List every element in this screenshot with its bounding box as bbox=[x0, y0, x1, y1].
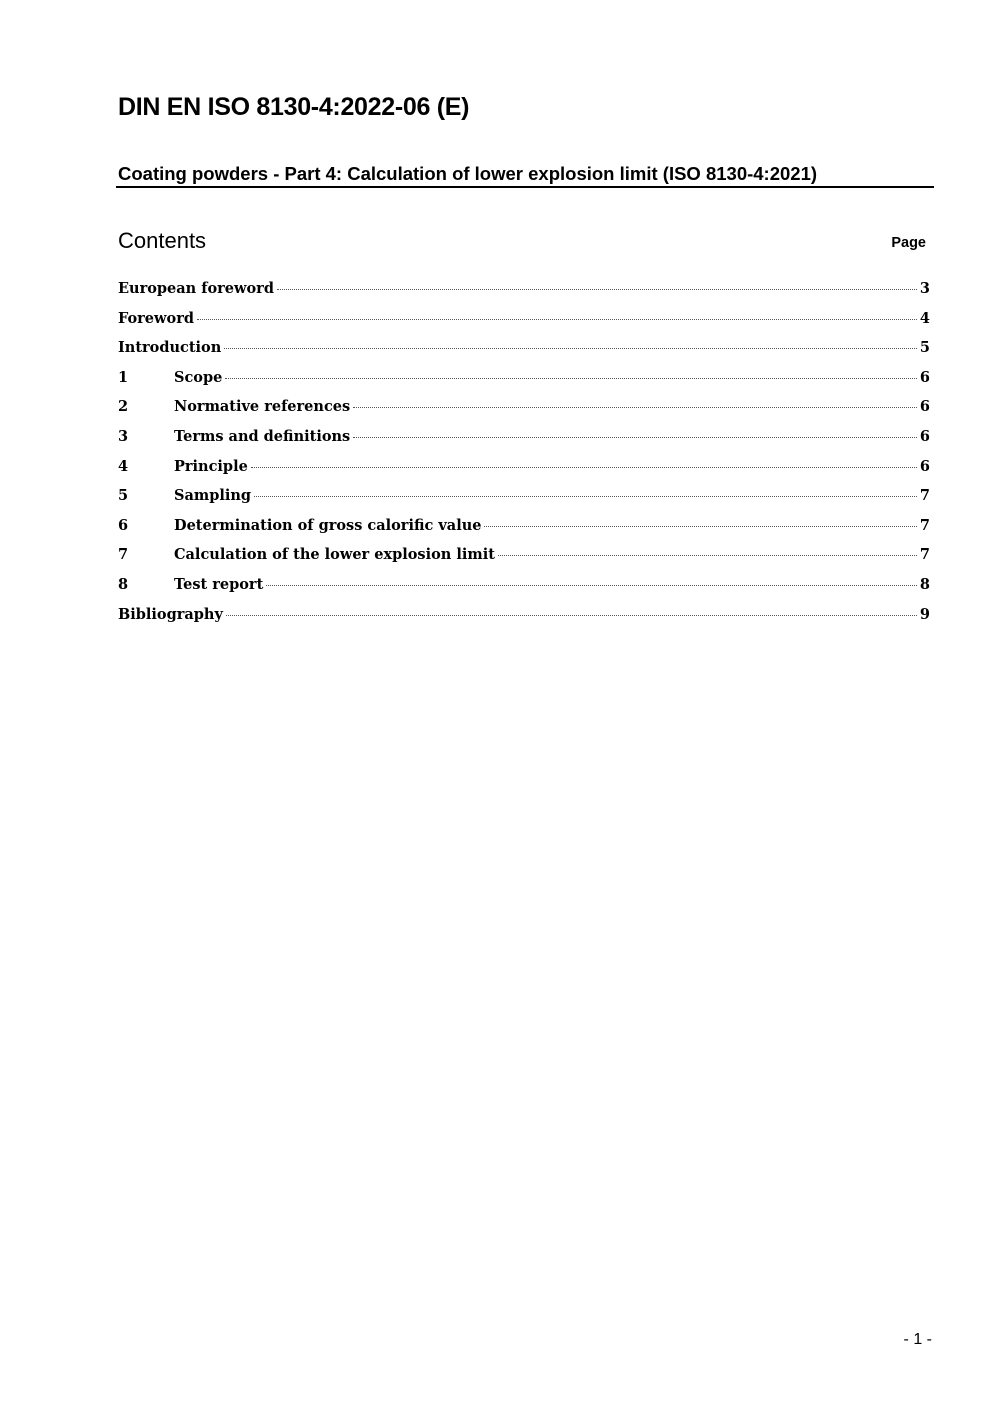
toc-entry-page: 8 bbox=[919, 575, 930, 593]
toc-entry-page: 6 bbox=[919, 368, 930, 386]
toc-entry-european-foreword[interactable] bbox=[118, 280, 930, 310]
toc-dot-leader bbox=[353, 437, 917, 438]
toc-entry-label: European foreword bbox=[118, 280, 274, 297]
toc-entry-lower-explosion-limit[interactable] bbox=[118, 546, 930, 576]
toc-entry-label: Terms and definitions bbox=[174, 427, 351, 445]
contents-heading: Contents bbox=[118, 228, 207, 253]
toc-entry-normative-references[interactable] bbox=[118, 398, 930, 428]
toc-entry-number: 2 bbox=[118, 398, 129, 416]
toc-entry-page: 6 bbox=[919, 457, 930, 475]
toc-entry-scope[interactable] bbox=[118, 369, 930, 399]
toc-entry-page: 7 bbox=[919, 546, 930, 564]
toc-entry-label: Scope bbox=[174, 368, 223, 386]
footer-page-number: - 1 - bbox=[903, 1331, 932, 1348]
toc-dot-leader bbox=[266, 585, 917, 586]
toc-entry-introduction[interactable] bbox=[118, 339, 930, 369]
toc-dot-leader bbox=[225, 378, 917, 379]
toc-entry-test-report[interactable] bbox=[118, 576, 930, 606]
toc-dot-leader bbox=[277, 289, 917, 290]
toc-entry-page: 7 bbox=[919, 487, 930, 505]
toc-dot-leader bbox=[197, 319, 917, 320]
toc-dot-leader bbox=[484, 526, 916, 527]
toc-entry-sampling[interactable] bbox=[118, 487, 930, 517]
page-column-heading: Page bbox=[891, 235, 926, 251]
document-title: DIN EN ISO 8130-4:2022-06 (E) bbox=[118, 93, 470, 121]
toc-dot-leader bbox=[226, 615, 917, 616]
toc-entry-number: 4 bbox=[118, 457, 129, 475]
toc-entry-bibliography[interactable] bbox=[118, 606, 930, 636]
toc-dot-leader bbox=[254, 496, 917, 497]
toc-entry-number: 6 bbox=[118, 516, 129, 534]
toc-entry-page: 6 bbox=[919, 398, 930, 416]
toc-entry-number: 1 bbox=[118, 368, 129, 386]
subtitle-divider bbox=[116, 186, 934, 188]
toc-entry-label: Bibliography bbox=[118, 605, 223, 623]
toc-dot-leader bbox=[353, 407, 917, 408]
toc-entry-page: 4 bbox=[919, 309, 930, 327]
toc-entry-label: Calculation of the lower explosion limit bbox=[174, 546, 495, 564]
toc-entry-foreword[interactable] bbox=[118, 310, 930, 340]
toc-entry-number: 3 bbox=[118, 427, 129, 445]
toc-entry-label: Determination of gross calorific value bbox=[174, 516, 482, 534]
toc-dot-leader bbox=[251, 467, 917, 468]
toc-entry-gross-calorific-value[interactable] bbox=[118, 517, 930, 547]
toc-entry-page: 7 bbox=[919, 516, 930, 534]
toc-entry-label: Foreword bbox=[118, 309, 194, 327]
toc-entry-label: Introduction bbox=[118, 339, 222, 357]
toc-dot-leader bbox=[498, 555, 917, 556]
toc-entry-page: 3 bbox=[919, 280, 930, 297]
toc-dot-leader bbox=[224, 348, 917, 349]
toc-entry-label: Normative references bbox=[174, 398, 351, 416]
toc-entry-number: 7 bbox=[118, 546, 129, 564]
toc-entry-number: 5 bbox=[118, 487, 129, 505]
toc-entry-page: 9 bbox=[919, 605, 930, 623]
toc-entry-label: Principle bbox=[174, 457, 248, 475]
table-of-contents bbox=[118, 280, 930, 635]
toc-entry-page: 5 bbox=[919, 339, 930, 357]
toc-entry-label: Sampling bbox=[174, 487, 252, 505]
document-subtitle: Coating powders - Part 4: Calculation of lower explosion limit (ISO 8130-4:2021) bbox=[118, 163, 818, 184]
toc-entry-label: Test report bbox=[174, 575, 264, 593]
toc-entry-page: 6 bbox=[919, 427, 930, 445]
toc-entry-terms-and-definitions[interactable] bbox=[118, 428, 930, 458]
toc-entry-number: 8 bbox=[118, 575, 129, 593]
toc-entry-principle[interactable] bbox=[118, 458, 930, 488]
